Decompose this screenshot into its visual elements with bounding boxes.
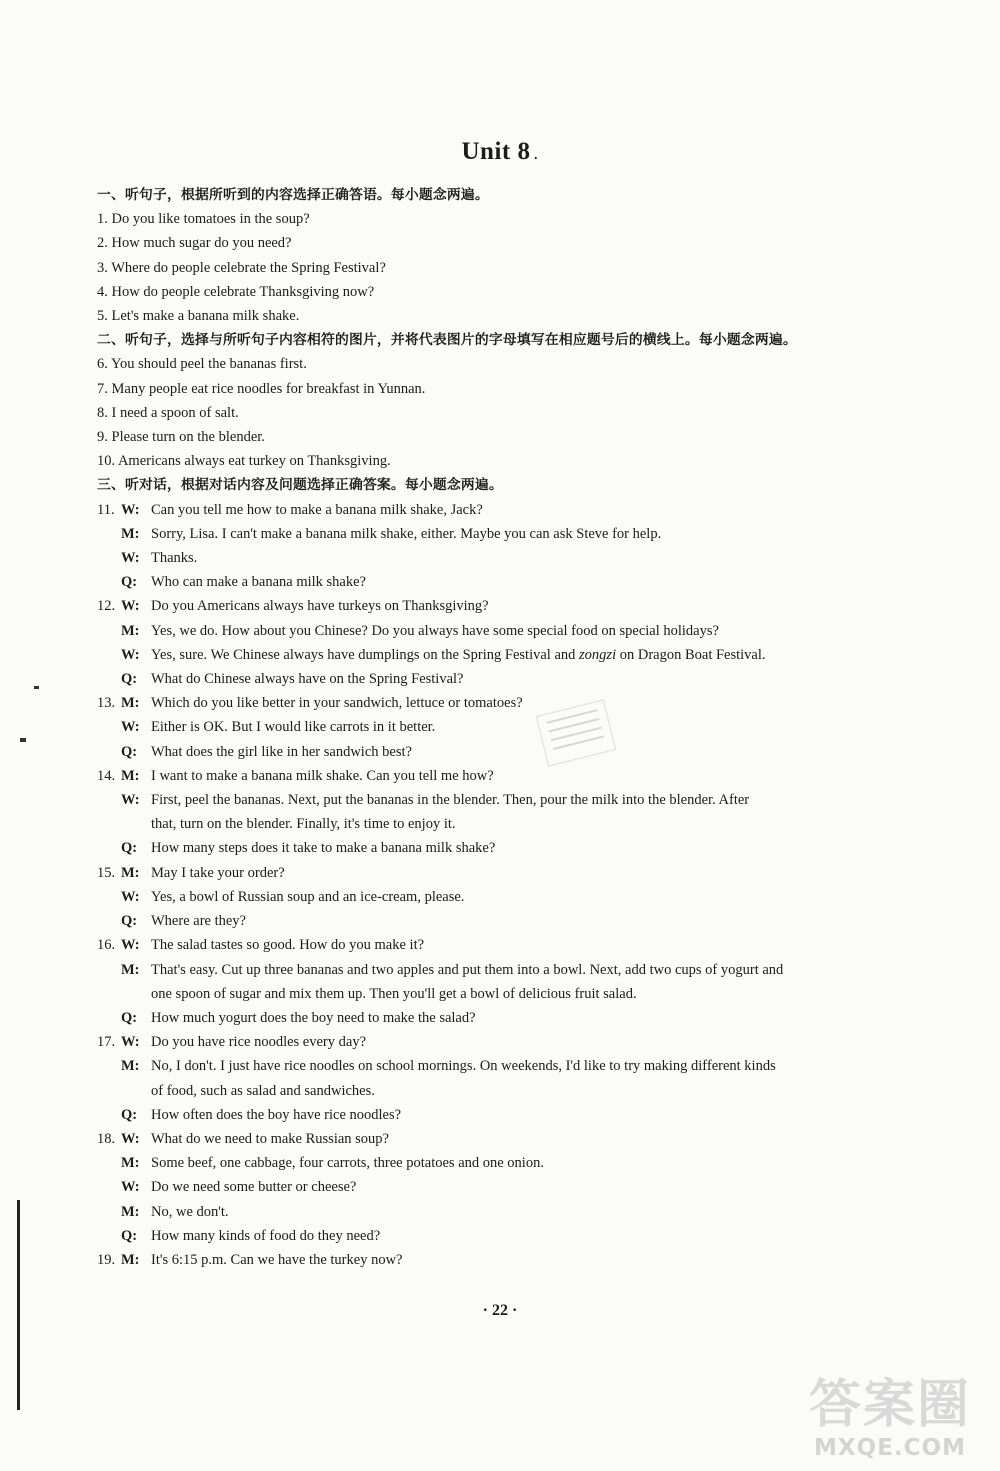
dialogue-line xyxy=(97,1103,867,1127)
utterance: Some beef, one cabbage, four carrots, three potatoes and one onion. xyxy=(151,1155,544,1172)
utterance: Where are they? xyxy=(151,913,246,930)
speaker: M: xyxy=(121,961,140,978)
watermark-logo-text: 答案圈 xyxy=(808,1375,971,1435)
question-3: 3. Where do people celebrate the Spring Festival? xyxy=(97,259,386,276)
dialogue-line xyxy=(97,1006,867,1030)
dialogue-line xyxy=(97,691,867,715)
dialogue-19 xyxy=(97,1248,867,1272)
question-1: 1. Do you like tomatoes in the soup? xyxy=(97,211,310,228)
utterance: First, peel the bananas. Next, put the bananas in the blender. Then, pour the milk into the blender. After xyxy=(151,792,750,809)
utterance: Either is OK. But I would like carrots in it better. xyxy=(151,719,436,736)
dialogue-line xyxy=(97,522,867,546)
dialogue-line xyxy=(97,836,867,860)
utterance: Yes, we do. How about you Chinese? Do you always have some special food on special holidays? xyxy=(151,622,719,639)
utterance: How often does the boy have rice noodles? xyxy=(151,1106,402,1123)
speaker: Q: xyxy=(121,1106,138,1123)
dialogue-line xyxy=(97,909,867,933)
dialogue-line xyxy=(97,594,867,618)
question-number: 13. xyxy=(97,695,116,712)
utterance: How many steps does it take to make a banana milk shake? xyxy=(151,840,496,857)
site-watermark-logo xyxy=(780,1375,1000,1471)
dialogue-line xyxy=(97,933,867,957)
question-number: 17. xyxy=(97,1034,116,1051)
speaker: M: xyxy=(121,622,140,639)
dialogue-line xyxy=(97,958,867,982)
dialogue-line xyxy=(97,498,867,522)
question-number: 11. xyxy=(97,501,115,518)
dialogue-line xyxy=(97,643,867,667)
dialogue-line xyxy=(97,1248,867,1272)
utterance: How many kinds of food do they need? xyxy=(151,1227,381,1244)
question-number: 18. xyxy=(97,1130,116,1147)
dialogue-line xyxy=(97,1200,867,1224)
utterance: That's easy. Cut up three bananas and two apples and put them into a bowl. Next, add two cups of yogurt and xyxy=(151,961,784,978)
question-2: 2. How much sugar do you need? xyxy=(97,235,292,252)
speaker: M: xyxy=(121,525,140,542)
watermark-url: MXQE.COM xyxy=(814,1435,966,1461)
utterance: Can you tell me how to make a banana milk shake, Jack? xyxy=(151,501,483,518)
speaker: W: xyxy=(121,1130,140,1147)
dialogue-line xyxy=(97,764,867,788)
speaker: Q: xyxy=(121,574,138,591)
dialogue-16 xyxy=(97,933,867,1030)
utterance: What do we need to make Russian soup? xyxy=(151,1130,389,1147)
speaker: W: xyxy=(121,719,140,736)
utterance xyxy=(151,643,867,667)
question-10: 10. Americans always eat turkey on Thanksgiving. xyxy=(97,453,391,470)
utterance: Thanks. xyxy=(151,550,198,567)
page-number: · 22 · xyxy=(482,1302,518,1319)
title-dot: . xyxy=(533,143,539,163)
dialogue-line xyxy=(97,570,867,594)
utterance: What does the girl like in her sandwich best? xyxy=(151,743,412,760)
speaker: M: xyxy=(121,1155,140,1172)
dialogue-line xyxy=(97,885,867,909)
dialogue-line xyxy=(97,667,867,691)
dialogue-line xyxy=(97,788,867,812)
section-2-heading: 二、听句子，选择与所听句子内容相符的图片，并将代表图片的字母填写在相应题号后的横线上。每小题念两遍。 xyxy=(97,332,797,349)
utterance: The salad tastes so good. How do you make it? xyxy=(151,937,425,954)
dialogue-line xyxy=(97,1175,867,1199)
question-number: 15. xyxy=(97,864,116,881)
speaker: M: xyxy=(121,1203,140,1220)
dialogue-line xyxy=(97,1054,867,1078)
dialogue-15 xyxy=(97,861,867,934)
utterance: I want to make a banana milk shake. Can you tell me how? xyxy=(151,767,494,784)
utterance-continuation: of food, such as salad and sandwiches. xyxy=(151,1082,375,1099)
speaker: M: xyxy=(121,1251,140,1268)
section-1-heading: 一、听句子，根据所听到的内容选择正确答语。每小题念两遍。 xyxy=(97,187,489,203)
speaker: Q: xyxy=(121,1009,138,1026)
scan-speck xyxy=(34,686,39,689)
speaker: W: xyxy=(121,550,140,567)
question-number: 19. xyxy=(97,1251,116,1268)
dialogue-line xyxy=(97,1127,867,1151)
question-6: 6. You should peel the bananas first. xyxy=(97,356,307,373)
utterance: How much yogurt does the boy need to make the salad? xyxy=(151,1009,476,1026)
question-number: 14. xyxy=(97,767,116,784)
dialogue-line xyxy=(97,740,867,764)
question-9: 9. Please turn on the blender. xyxy=(97,429,265,446)
speaker: W: xyxy=(121,646,140,663)
speaker: M: xyxy=(121,695,140,712)
dialogue-line xyxy=(97,1030,867,1054)
speaker: M: xyxy=(121,1058,140,1075)
utterance: Do you have rice noodles every day? xyxy=(151,1034,367,1051)
speaker: W: xyxy=(121,501,140,518)
dialogue-line xyxy=(97,715,867,739)
speaker: W: xyxy=(121,937,140,954)
speaker: W: xyxy=(121,598,140,615)
speaker: Q: xyxy=(121,913,138,930)
dialogue-14 xyxy=(97,764,867,861)
dialogue-line xyxy=(97,861,867,885)
dialogue-line xyxy=(97,619,867,643)
binding-edge-line xyxy=(17,1200,20,1410)
utterance: No, I don't. I just have rice noodles on school mornings. On weekends, I'd like to try making different kinds xyxy=(151,1058,776,1075)
speaker: Q: xyxy=(121,671,138,688)
dialogue-17 xyxy=(97,1030,867,1127)
dialogue-18 xyxy=(97,1127,867,1248)
utterance: Sorry, Lisa. I can't make a banana milk shake, either. Maybe you can ask Steve for help. xyxy=(151,525,662,542)
utterance: Do you Americans always have turkeys on Thanksgiving? xyxy=(151,598,489,615)
unit-title xyxy=(0,138,1000,166)
speaker: W: xyxy=(121,888,140,905)
speaker: W: xyxy=(121,792,140,809)
question-8: 8. I need a spoon of salt. xyxy=(97,404,239,421)
speaker: W: xyxy=(121,1034,140,1051)
utterance-part: on Dragon Boat Festival. xyxy=(616,646,766,663)
utterance: No, we don't. xyxy=(151,1203,229,1220)
speaker: Q: xyxy=(121,840,138,857)
dialogue-line xyxy=(97,1151,867,1175)
speaker: W: xyxy=(121,1179,140,1196)
utterance: It's 6:15 p.m. Can we have the turkey now? xyxy=(151,1251,403,1268)
dialogue-13 xyxy=(97,691,867,764)
transcript-content xyxy=(97,183,867,1272)
dialogue-11 xyxy=(97,498,867,595)
dialogue-line xyxy=(97,1224,867,1248)
utterance: Who can make a banana milk shake? xyxy=(151,574,366,591)
utterance: Do we need some butter or cheese? xyxy=(151,1179,357,1196)
utterance: Which do you like better in your sandwich, lettuce or tomatoes? xyxy=(151,695,523,712)
italic-word: zongzi xyxy=(579,646,617,663)
utterance-continuation: that, turn on the blender. Finally, it's time to enjoy it. xyxy=(151,816,456,833)
speaker: Q: xyxy=(121,743,138,760)
speaker: Q: xyxy=(121,1227,138,1244)
question-number: 12. xyxy=(97,598,116,615)
section-3-heading: 三、听对话，根据对话内容及问题选择正确答案。每小题念两遍。 xyxy=(97,477,503,494)
question-4: 4. How do people celebrate Thanksgiving now? xyxy=(97,283,375,300)
scan-speck xyxy=(20,738,26,742)
speaker: M: xyxy=(121,767,140,784)
speaker: M: xyxy=(121,864,140,881)
question-7: 7. Many people eat rice noodles for breakfast in Yunnan. xyxy=(97,380,426,397)
question-5: 5. Let's make a banana milk shake. xyxy=(97,308,300,325)
utterance: May I take your order? xyxy=(151,864,285,881)
dialogue-line xyxy=(97,546,867,570)
utterance: What do Chinese always have on the Spring Festival? xyxy=(151,671,464,688)
unit-title-text: Unit 8 xyxy=(461,138,531,165)
utterance: Yes, a bowl of Russian soup and an ice-cream, please. xyxy=(151,888,465,905)
utterance-part: Yes, sure. We Chinese always have dumplings on the Spring Festival and xyxy=(151,646,580,663)
dialogue-12 xyxy=(97,594,867,691)
question-number: 16. xyxy=(97,937,116,954)
utterance-continuation: one spoon of sugar and mix them up. Then you'll get a bowl of delicious fruit salad. xyxy=(151,985,637,1002)
